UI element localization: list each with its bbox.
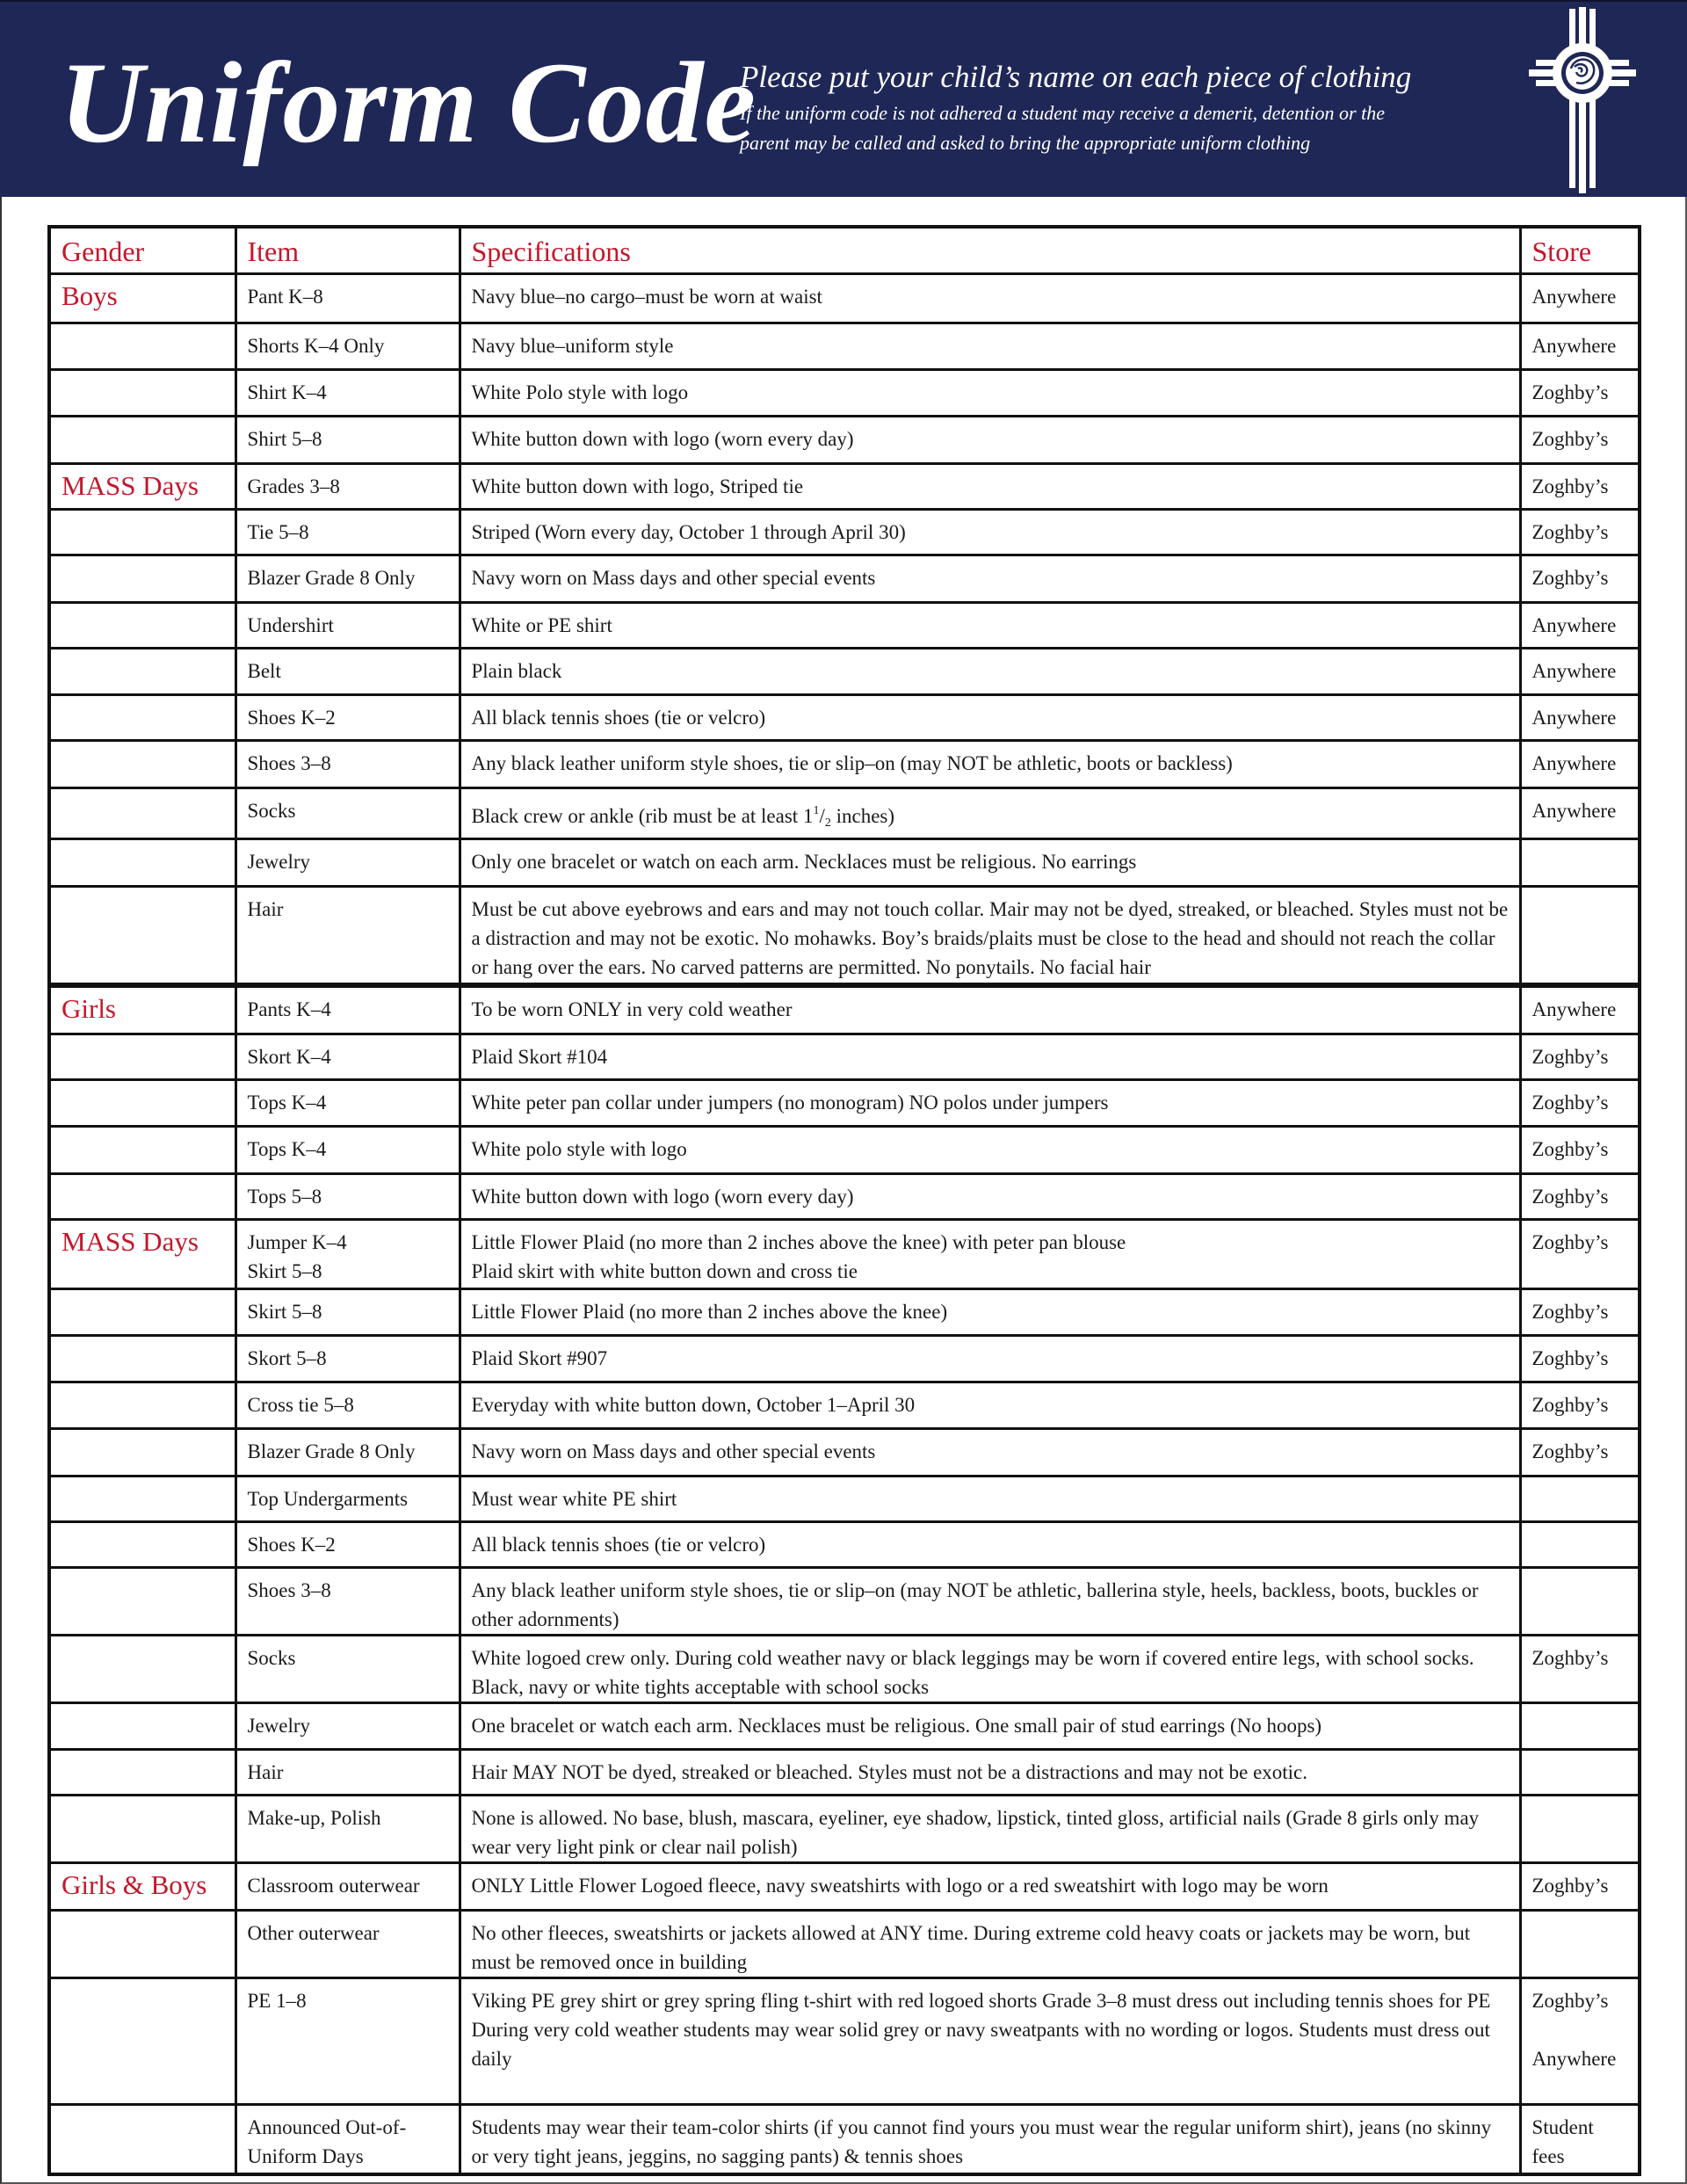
- item-cell: Skort K–4: [235, 1034, 460, 1079]
- store-cell: Zoghby’s: [1520, 369, 1640, 416]
- specification-cell: White button down with logo, Striped tie: [460, 463, 1520, 509]
- gender-cell: [49, 886, 235, 985]
- gender-cell: [49, 1173, 235, 1219]
- specification-cell: ONLY Little Flower Logoed fleece, navy sweatshirts with logo or a red sweatshirt with logo may be worn: [460, 1862, 1520, 1910]
- specification-cell: Only one bracelet or watch on each arm. Necklaces must be religious. No earrings: [460, 838, 1520, 886]
- banner-notice-line-2: parent may be called and asked to bring the appropriate uniform clothing: [740, 132, 1311, 154]
- specification-cell: White polo style with logo: [460, 1126, 1520, 1173]
- fraction-numerator: 1: [813, 803, 820, 817]
- column-header-specifications: Specifications: [460, 227, 1520, 273]
- specification-cell: Any black leather uniform style shoes, tie or slip–on (may NOT be athletic, boots or backless): [460, 740, 1520, 787]
- gender-cell: [49, 1335, 235, 1382]
- store-cell: [1520, 1521, 1640, 1567]
- gender-cell: [49, 1288, 235, 1335]
- table-row: [49, 1034, 1640, 1079]
- item-cell: Shoes 3–8: [235, 740, 460, 787]
- item-cell: Undershirt: [235, 602, 460, 648]
- item-cell: Classroom outerwear: [235, 1862, 460, 1910]
- item-cell: Socks: [235, 787, 460, 838]
- table-row: [49, 555, 1640, 602]
- fraction: [813, 803, 831, 830]
- specification-cell: Must wear white PE shirt: [460, 1476, 1520, 1521]
- store-cell: Student fees: [1520, 2104, 1640, 2174]
- store-cell: Anywhere: [1520, 648, 1640, 694]
- store-cell: Zoghby’s: [1520, 1428, 1640, 1476]
- store-line: Anywhere: [1531, 2047, 1617, 2070]
- item-cell: Tops K–4: [235, 1126, 460, 1173]
- table-row: [49, 1749, 1640, 1795]
- gender-cell: [49, 509, 235, 555]
- store-cell: [1520, 838, 1640, 886]
- gender-cell: Boys: [49, 273, 235, 323]
- table-row: [49, 1635, 1640, 1702]
- item-cell: Announced Out-of-Uniform Days: [235, 2104, 460, 2174]
- gender-cell: [49, 1567, 235, 1635]
- table-row: [49, 273, 1640, 323]
- specification-cell: Little Flower Plaid (no more than 2 inches above the knee): [460, 1288, 1520, 1335]
- specification-cell: One bracelet or watch each arm. Necklaces must be religious. One small pair of stud earrings (No hoops): [460, 1702, 1520, 1749]
- item-cell: Tie 5–8: [235, 509, 460, 555]
- item-cell: Hair: [235, 886, 460, 985]
- store-cell: Zoghby’s: [1520, 1034, 1640, 1079]
- item-cell: Hair: [235, 1749, 460, 1795]
- column-header-gender: Gender: [49, 227, 235, 273]
- item-cell: Jewelry: [235, 838, 460, 886]
- gender-cell: [49, 1034, 235, 1079]
- gender-cell: [49, 1749, 235, 1795]
- store-cell: Zoghby’s: [1520, 1173, 1640, 1219]
- store-cell: [1520, 1977, 1640, 2104]
- table-row: [49, 1428, 1640, 1476]
- specification-cell: Plain black: [460, 648, 1520, 694]
- item-cell: Shoes 3–8: [235, 1567, 460, 1635]
- page-title: Uniform Code: [60, 38, 757, 167]
- specification-cell: Everyday with white button down, October 1–April 30: [460, 1382, 1520, 1428]
- header-banner: [0, 0, 1687, 197]
- banner-subtitle: Please put your child’s name on each piece of clothing: [740, 60, 1412, 94]
- gender-cell: [49, 2104, 235, 2174]
- gender-cell: [49, 323, 235, 369]
- gender-cell: [49, 369, 235, 416]
- specification-cell: [460, 1977, 1520, 2104]
- table-row: [49, 1126, 1640, 1173]
- item-cell: Cross tie 5–8: [235, 1382, 460, 1428]
- specification-line: Plaid skirt with white button down and cross tie: [471, 1259, 858, 1282]
- item-cell: [235, 1219, 460, 1288]
- item-line: Jumper K–4: [247, 1230, 347, 1253]
- store-cell: Zoghby’s: [1520, 1862, 1640, 1910]
- gender-cell: [49, 787, 235, 838]
- store-cell: Anywhere: [1520, 694, 1640, 740]
- gender-cell: [49, 1977, 235, 2104]
- store-cell: Zoghby’s: [1520, 1382, 1640, 1428]
- table-row: [49, 740, 1640, 787]
- store-cell: [1520, 1749, 1640, 1795]
- table-row: [49, 1173, 1640, 1219]
- item-cell: Other outerwear: [235, 1910, 460, 1977]
- gender-cell: [49, 1382, 235, 1428]
- table-row: [49, 369, 1640, 416]
- specification-cell: None is allowed. No base, blush, mascara, eyeliner, eye shadow, lipstick, tinted gloss, artificial nails (Grade 8 girls only may wear very light pink or clear nail polish): [460, 1795, 1520, 1862]
- gender-cell: [49, 1702, 235, 1749]
- store-cell: Zoghby’s: [1520, 1335, 1640, 1382]
- specification-cell: Navy blue–no cargo–must be worn at waist: [460, 273, 1520, 323]
- specification-cell: White button down with logo (worn every day): [460, 1173, 1520, 1219]
- store-cell: Anywhere: [1520, 740, 1640, 787]
- table-row: [49, 648, 1640, 694]
- specification-cell: Navy worn on Mass days and other special events: [460, 555, 1520, 602]
- specification-cell: White button down with logo (worn every day): [460, 416, 1520, 463]
- table-row: [49, 1977, 1640, 2104]
- specification-cell: Plaid Skort #104: [460, 1034, 1520, 1079]
- table-body: [49, 273, 1640, 2174]
- item-cell: Shoes K–2: [235, 1521, 460, 1567]
- item-cell: Skort 5–8: [235, 1335, 460, 1382]
- specification-cell: Must be cut above eyebrows and ears and may not touch collar. Mair may not be dyed, streaked, or bleached. Styles must not be a distraction and may not be exotic. No mohawks. Boy’s braids/plaits must be close to the head and should not reach the collar or hang over the ears. No carved patterns are permitted. No ponytails. No facial hair: [460, 886, 1520, 985]
- gender-cell: [49, 1476, 235, 1521]
- specification-cell: White peter pan collar under jumpers (no monogram) NO polos under jumpers: [460, 1079, 1520, 1126]
- table-row: [49, 1079, 1640, 1126]
- specification-cell: Navy blue–uniform style: [460, 323, 1520, 369]
- store-cell: Zoghby’s: [1520, 463, 1640, 509]
- store-cell: [1520, 1702, 1640, 1749]
- table-row: [49, 1288, 1640, 1335]
- table-row: [49, 1219, 1640, 1288]
- store-cell: [1520, 886, 1640, 985]
- store-cell: Zoghby’s: [1520, 1635, 1640, 1702]
- table-row: [49, 1702, 1640, 1749]
- gender-cell: Girls & Boys: [49, 1862, 235, 1910]
- gender-cell: [49, 838, 235, 886]
- store-cell: [1520, 1910, 1640, 1977]
- table-row: [49, 886, 1640, 985]
- specification-cell: [460, 1219, 1520, 1288]
- specification-cell: Plaid Skort #907: [460, 1335, 1520, 1382]
- gender-cell: [49, 602, 235, 648]
- table-row: [49, 1862, 1640, 1910]
- item-line: Skirt 5–8: [247, 1259, 322, 1282]
- store-cell: Zoghby’s: [1520, 509, 1640, 555]
- store-cell: [1520, 1795, 1640, 1862]
- store-cell: [1520, 1567, 1640, 1635]
- table-row: [49, 838, 1640, 886]
- store-cell: Anywhere: [1520, 985, 1640, 1034]
- item-cell: PE 1–8: [235, 1977, 460, 2104]
- item-cell: Socks: [235, 1635, 460, 1702]
- store-cell: [1520, 1476, 1640, 1521]
- item-cell: Shirt 5–8: [235, 416, 460, 463]
- item-cell: Belt: [235, 648, 460, 694]
- gender-cell: [49, 416, 235, 463]
- specification-cell: Navy worn on Mass days and other special events: [460, 1428, 1520, 1476]
- store-cell: Anywhere: [1520, 602, 1640, 648]
- gender-cell: [49, 694, 235, 740]
- item-cell: Tops K–4: [235, 1079, 460, 1126]
- item-cell: Skirt 5–8: [235, 1288, 460, 1335]
- banner-notice: [740, 58, 1411, 158]
- gender-cell: [49, 1795, 235, 1862]
- item-cell: Top Undergarments: [235, 1476, 460, 1521]
- gender-cell: [49, 1428, 235, 1476]
- table-row: [49, 416, 1640, 463]
- specification-cell: To be worn ONLY in very cold weather: [460, 985, 1520, 1034]
- specification-cell: White Polo style with logo: [460, 369, 1520, 416]
- table-row: [49, 1795, 1640, 1862]
- item-cell: Grades 3–8: [235, 463, 460, 509]
- zia-cross-rose-icon: [1525, 7, 1640, 193]
- specification-cell: Hair MAY NOT be dyed, streaked or bleached. Styles must not be a distractions and may not be exotic.: [460, 1749, 1520, 1795]
- table-header-row: [49, 227, 1640, 273]
- item-cell: Make-up, Polish: [235, 1795, 460, 1862]
- gender-cell: [49, 1910, 235, 1977]
- gender-cell: MASS Days: [49, 463, 235, 509]
- table-row: [49, 1335, 1640, 1382]
- store-cell: Zoghby’s: [1520, 416, 1640, 463]
- uniform-table: [47, 225, 1641, 2176]
- table-row: [49, 1910, 1640, 1977]
- table-row: [49, 1382, 1640, 1428]
- table-row: [49, 694, 1640, 740]
- gender-cell: [49, 1635, 235, 1702]
- item-cell: Shoes K–2: [235, 694, 460, 740]
- table-row: [49, 787, 1640, 838]
- specification-cell: White logoed crew only. During cold weather navy or black leggings may be worn if covered entire legs, with school socks. Black, navy or white tights acceptable with school socks: [460, 1635, 1520, 1702]
- specification-text: Black crew or ankle (rib must be at least 1: [471, 804, 814, 827]
- store-cell: Zoghby’s: [1520, 1126, 1640, 1173]
- column-header-store: Store: [1520, 227, 1640, 273]
- fraction-denominator: 2: [824, 816, 831, 830]
- gender-cell: [49, 1079, 235, 1126]
- fraction-slash: /: [819, 804, 825, 827]
- gender-cell: [49, 1521, 235, 1567]
- table-row: [49, 985, 1640, 1034]
- column-header-item: Item: [235, 227, 460, 273]
- store-cell: Zoghby’s: [1520, 1219, 1640, 1288]
- item-cell: Shorts K–4 Only: [235, 323, 460, 369]
- gender-cell: [49, 740, 235, 787]
- table-row: [49, 463, 1640, 509]
- store-cell: Zoghby’s: [1520, 1288, 1640, 1335]
- gender-cell: [49, 555, 235, 602]
- store-cell: Anywhere: [1520, 273, 1640, 323]
- specification-cell: All black tennis shoes (tie or velcro): [460, 694, 1520, 740]
- table-row: [49, 602, 1640, 648]
- specification-line: Little Flower Plaid (no more than 2 inches above the knee) with peter pan blouse: [471, 1230, 1126, 1253]
- gender-cell: MASS Days: [49, 1219, 235, 1288]
- table-row: [49, 1567, 1640, 1635]
- specification-cell: No other fleeces, sweatshirts or jackets allowed at ANY time. During extreme cold heavy coats or jackets may be worn, but must be removed once in building: [460, 1910, 1520, 1977]
- item-cell: Jewelry: [235, 1702, 460, 1749]
- specification-cell: Any black leather uniform style shoes, tie or slip–on (may NOT be athletic, ballerina style, heels, backless, boots, buckles or other adornments): [460, 1567, 1520, 1635]
- item-cell: Pants K–4: [235, 985, 460, 1034]
- gender-cell: [49, 1126, 235, 1173]
- store-cell: Anywhere: [1520, 787, 1640, 838]
- specification-cell: Striped (Worn every day, October 1 through April 30): [460, 509, 1520, 555]
- specification-cell: White or PE shirt: [460, 602, 1520, 648]
- item-cell: Tops 5–8: [235, 1173, 460, 1219]
- gender-cell: [49, 648, 235, 694]
- item-cell: Blazer Grade 8 Only: [235, 555, 460, 602]
- specification-cell: All black tennis shoes (tie or velcro): [460, 1521, 1520, 1567]
- specification-line: Viking PE grey shirt or grey spring fling t-shirt with red logoed shorts Grade 3–8 must dress out including tennis shoes for PE: [471, 1989, 1491, 2012]
- table-row: [49, 323, 1640, 369]
- specification-cell: Students may wear their team-color shirts (if you cannot find yours you must wear the regular uniform shirt), jeans (no skinny or very tight jeans, jeggins, no sagging pants) & tennis shoes: [460, 2104, 1520, 2174]
- specification-text: inches): [830, 804, 895, 827]
- table-row: [49, 509, 1640, 555]
- item-cell: Pant K–8: [235, 273, 460, 323]
- specification-cell: [460, 787, 1520, 838]
- item-cell: Blazer Grade 8 Only: [235, 1428, 460, 1476]
- table-row: [49, 1476, 1640, 1521]
- store-cell: Anywhere: [1520, 323, 1640, 369]
- specification-line: During very cold weather students may wear solid grey or navy sweatpants with no wording or logos. Students must dress out daily: [471, 2018, 1490, 2070]
- table-row: [49, 1521, 1640, 1567]
- table-row: [49, 2104, 1640, 2174]
- store-cell: Zoghby’s: [1520, 555, 1640, 602]
- gender-cell: Girls: [49, 985, 235, 1034]
- store-line: Zoghby’s: [1531, 1989, 1609, 2012]
- item-cell: Shirt K–4: [235, 369, 460, 416]
- banner-notice-line-1: If the uniform code is not adhered a student may receive a demerit, detention or the: [740, 102, 1385, 124]
- store-cell: Zoghby’s: [1520, 1079, 1640, 1126]
